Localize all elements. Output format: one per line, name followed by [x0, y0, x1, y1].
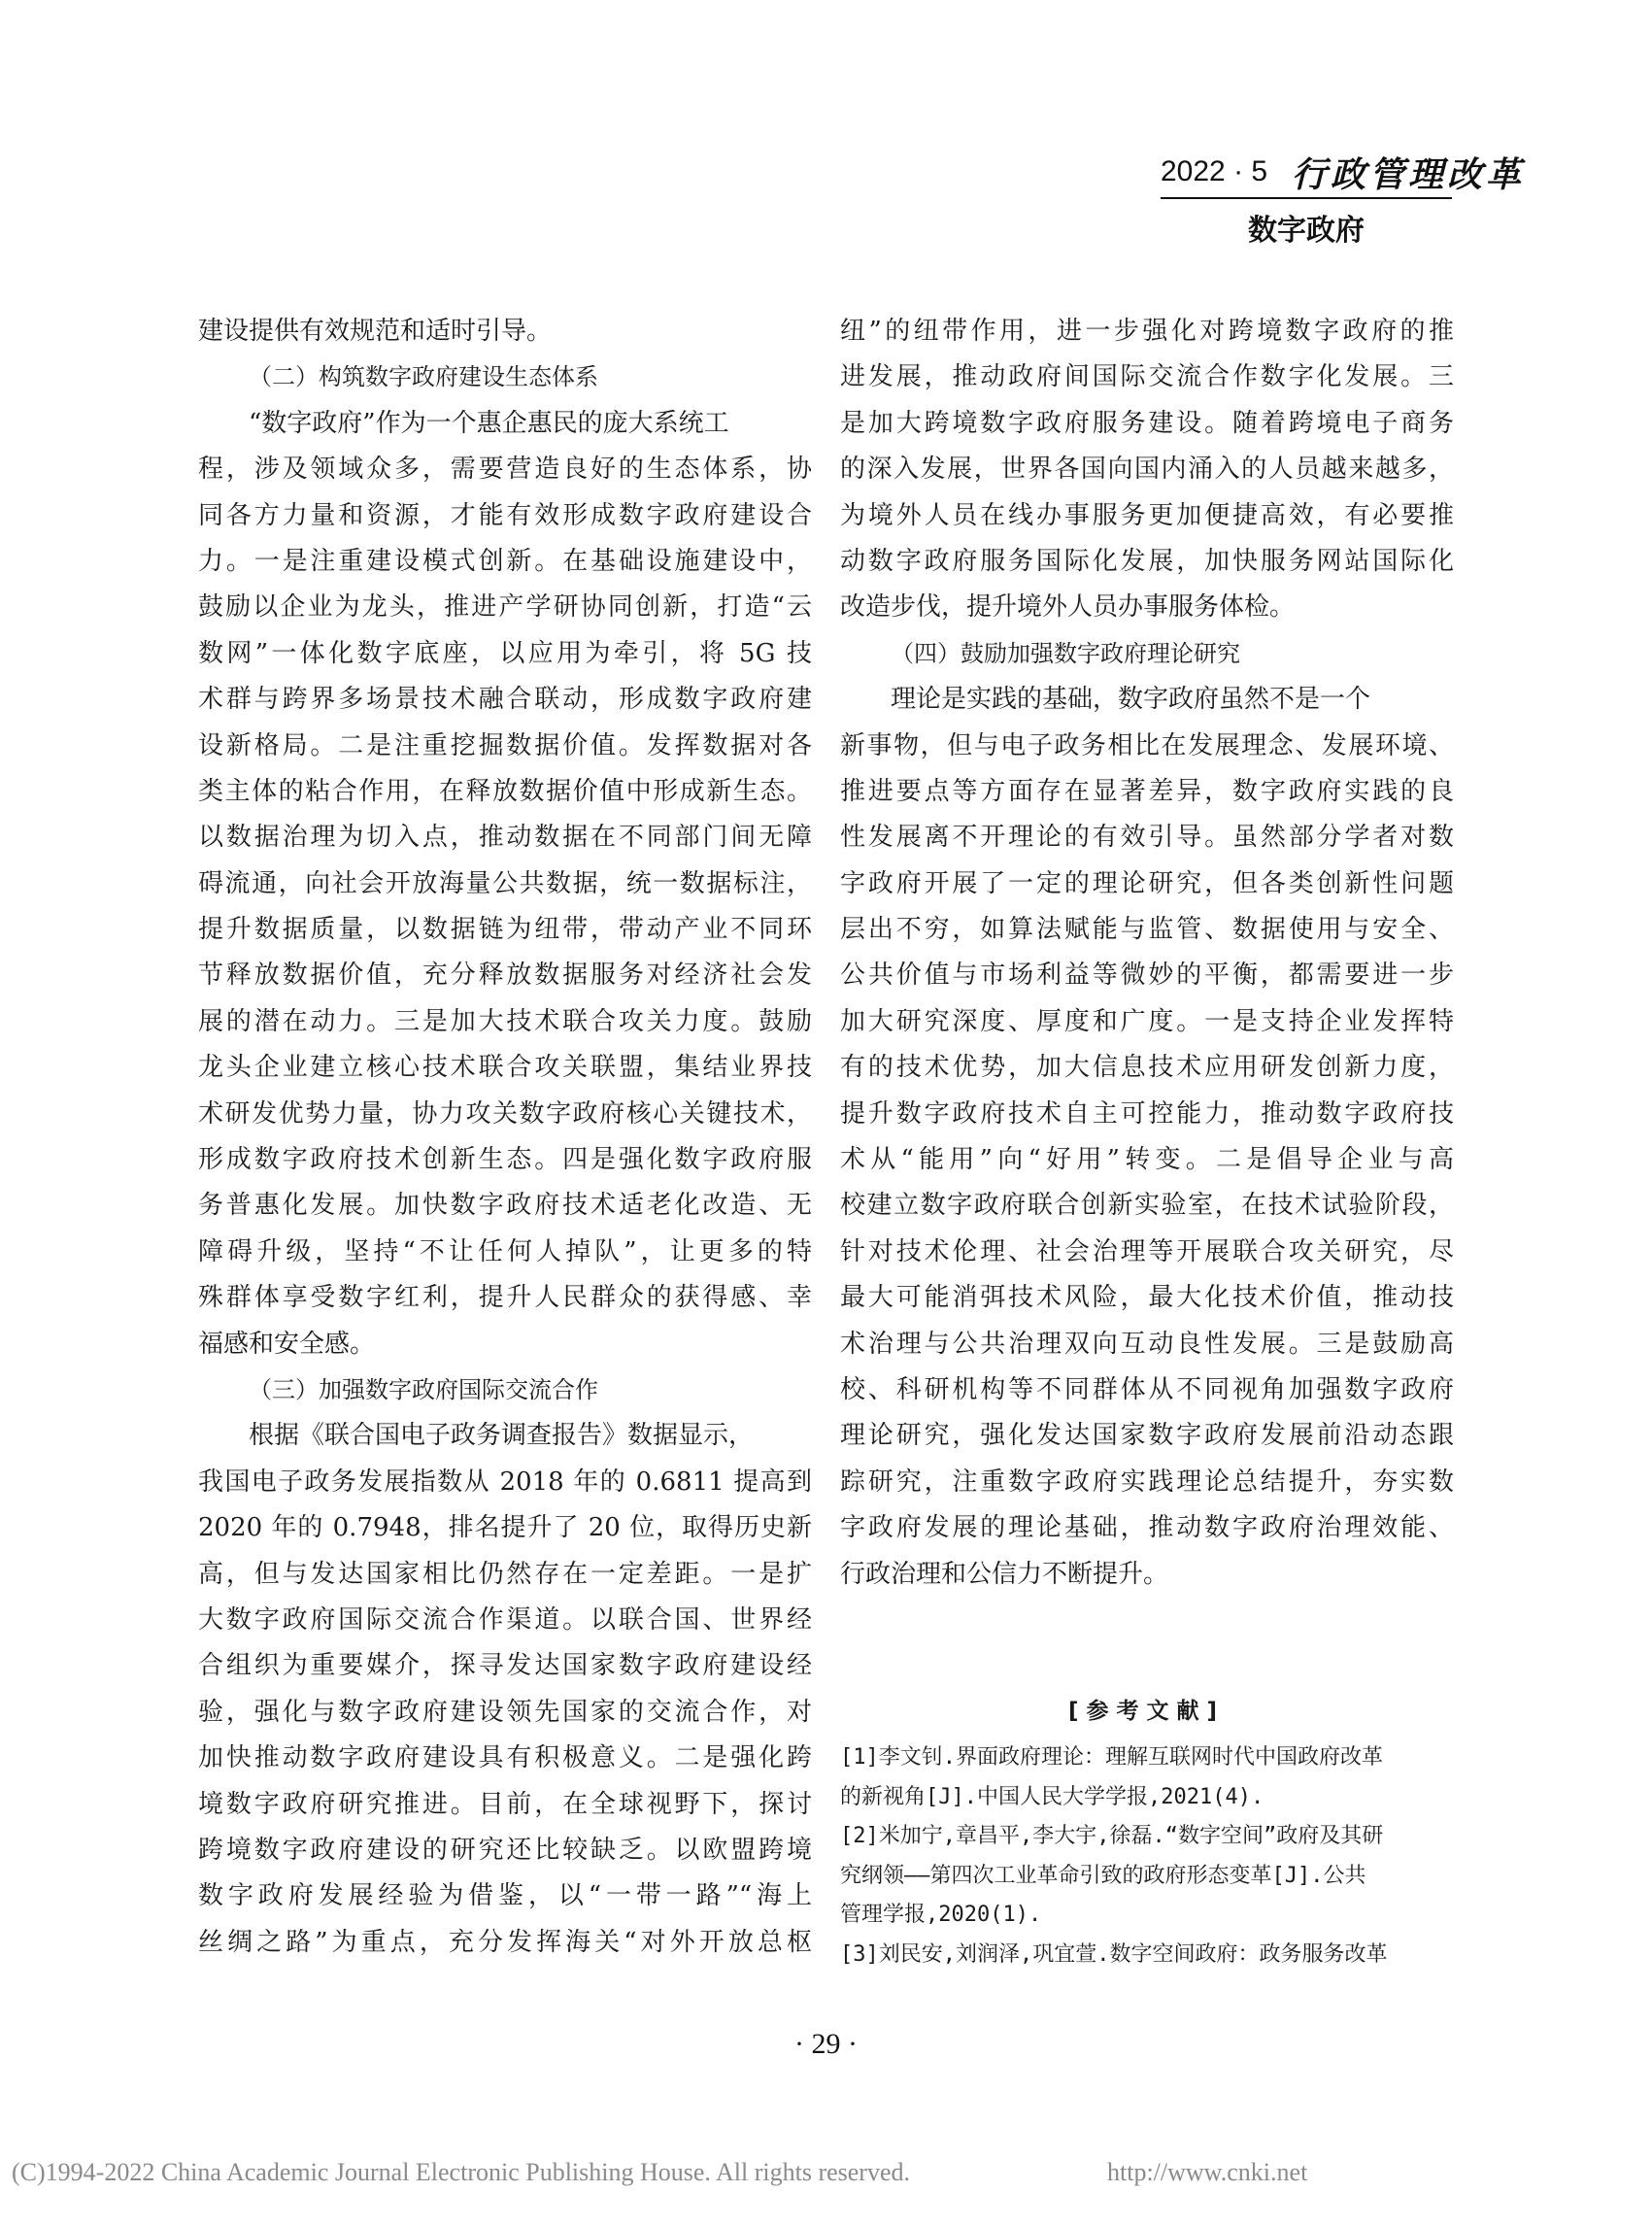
text-line: “数字政府”作为一个惠企惠民的庞大系统工	[249, 408, 729, 438]
footer-url: http://www.cnki.net	[1107, 2158, 1308, 2186]
text-line: 术治理与公共治理双向互动良性发展。三是鼓励高	[840, 1329, 1454, 1359]
text-line: 类主体的粘合作用，在释放数据价值中形成新生态。	[198, 776, 812, 806]
text-line: 数网”一体化数字底座，以应用为牵引，将 5G 技	[198, 638, 812, 668]
text-line: 术研发优势力量，协力攻关数字政府核心关键技术，	[198, 1098, 812, 1129]
text-line: 字政府发展的理论基础，推动数字政府治理效能、	[840, 1513, 1454, 1543]
reference-line: [2]米加宁,章昌平,李大宇,徐磊.“数字空间”政府及其研	[840, 1824, 1384, 1849]
text-line: 丝绸之路”为重点，充分发挥海关“对外开放总枢	[198, 1927, 812, 1957]
text-line: 层出不穷，如算法赋能与监管、数据使用与安全、	[840, 915, 1454, 945]
text-line: 术从“能用”向“好用”转变。二是倡导企业与高	[840, 1145, 1454, 1175]
text-line: 福感和安全感。	[198, 1329, 376, 1359]
text-line: 的深入发展，世界各国向国内涌入的人员越来越多，	[840, 455, 1454, 485]
header-rule	[1161, 197, 1452, 199]
reference-line: 的新视角[J].中国人民大学学报,2021(4).	[840, 1784, 1264, 1809]
text-line: 为境外人员在线办事服务更加便捷高效，有必要推	[840, 500, 1454, 530]
text-line: 推进要点等方面存在显著差异，数字政府实践的良	[840, 776, 1454, 806]
section-title: 数字政府	[1248, 214, 1365, 248]
text-line: 最大可能消弭技术风险，最大化技术价值，推动技	[840, 1283, 1454, 1313]
text-line: 提升数据质量，以数据链为纽带，带动产业不同环	[198, 915, 812, 945]
text-line: 术群与跨界多场景技术融合联动，形成数字政府建	[198, 685, 812, 715]
reference-line: 管理学报,2020(1).	[840, 1903, 1042, 1928]
section-heading: （三）加强数字政府国际交流合作	[249, 1375, 598, 1403]
text-line: 理论研究，强化发达国家数字政府发展前沿动态跟	[840, 1421, 1454, 1451]
text-line: 碍流通，向社会开放海量公共数据，统一数据标注，	[198, 868, 812, 898]
text-line: 验，强化与数字政府建设领先国家的交流合作，对	[198, 1697, 812, 1727]
text-line: 合组织为重要媒介，探寻发达国家数字政府建设经	[198, 1651, 812, 1681]
page-number: · 29 ·	[794, 2028, 858, 2060]
section-heading: （四）鼓励加强数字政府理论研究	[891, 639, 1240, 667]
text-line: 提升数字政府技术自主可控能力，推动数字政府技	[840, 1098, 1454, 1129]
text-line: 校建立数字政府联合创新实验室，在技术试验阶段，	[840, 1191, 1454, 1221]
left-column	[198, 309, 812, 1966]
text-line: 公共价值与市场利益等微妙的平衡，都需要进一步	[840, 961, 1454, 991]
issue-label: 2022 · 5	[1161, 155, 1268, 187]
reference-line: 究纲领——第四次工业革命引致的政府形态变革[J].公共	[840, 1863, 1366, 1888]
text-line: 改造步伐，提升境外人员办事服务体检。	[840, 592, 1296, 623]
text-line: 踪研究，注重数字政府实践理论总结提升，夯实数	[840, 1467, 1454, 1497]
text-line: 障碍升级，坚持“不让任何人掉队”，让更多的特	[198, 1236, 812, 1266]
text-line: 程，涉及领域众多，需要营造良好的生态体系，协	[198, 455, 812, 485]
text-line: 进发展，推动政府间国际交流合作数字化发展。三	[840, 362, 1454, 392]
reference-line: [3]刘民安,刘润泽,巩宜萱.数字空间政府：政务服务改革	[840, 1941, 1388, 1967]
text-line: 展的潜在动力。三是加大技术联合攻关力度。鼓励	[198, 1006, 812, 1036]
text-line: 有的技术优势，加大信息技术应用研发创新力度，	[840, 1053, 1454, 1083]
text-line: 数字政府发展经验为借鉴，以“一带一路”“海上	[198, 1881, 812, 1911]
text-line: 我国电子政务发展指数从 2018 年的 0.6811 提高到	[198, 1467, 812, 1497]
text-line: 纽”的纽带作用，进一步强化对跨境数字政府的推	[840, 317, 1454, 346]
text-line: 是加大跨境数字政府服务建设。随着跨境电子商务	[840, 408, 1454, 438]
text-line: 殊群体享受数字红利，提升人民群众的获得感、幸	[198, 1283, 812, 1313]
text-line: 加大研究深度、厚度和广度。一是支持企业发挥特	[840, 1006, 1454, 1036]
text-line: 性发展离不开理论的有效引导。虽然部分学者对数	[840, 823, 1454, 853]
text-line: 动数字政府服务国际化发展，加快服务网站国际化	[840, 546, 1454, 576]
text-line: 行政治理和公信力不断提升。	[840, 1559, 1169, 1589]
text-line: 设新格局。二是注重挖掘数据价值。发挥数据对各	[198, 730, 812, 760]
text-line: 跨境数字政府建设的研究还比较缺乏。以欧盟跨境	[198, 1835, 812, 1865]
text-line: 针对技术伦理、社会治理等开展联合攻关研究，尽	[840, 1236, 1454, 1266]
text-line: 建设提供有效规范和适时引导。	[198, 317, 553, 346]
text-line: 大数字政府国际交流合作渠道。以联合国、世界经	[198, 1604, 812, 1635]
references-list	[840, 1738, 1454, 1975]
journal-title: 行政管理改革	[1292, 154, 1526, 195]
text-line: 高，但与发达国家相比仍然存在一定差距。一是扩	[198, 1559, 812, 1589]
text-line: 2020 年的 0.7948，排名提升了 20 位，取得历史新	[198, 1513, 812, 1543]
reference-line: [1]李文钊.界面政府理论：理解互联网时代中国政府改革	[840, 1745, 1383, 1770]
copyright-notice: (C)1994-2022 China Academic Journal Electronic Publishing House. All rights reserved.	[12, 2158, 910, 2186]
text-line: 境数字政府研究推进。目前，在全球视野下，探讨	[198, 1789, 812, 1819]
section-heading: （二）构筑数字政府建设生态体系	[249, 363, 598, 391]
text-line: 字政府开展了一定的理论研究，但各类创新性问题	[840, 868, 1454, 898]
text-line: 同各方力量和资源，才能有效形成数字政府建设合	[198, 500, 812, 530]
text-line: 新事物，但与电子政务相比在发展理念、发展环境、	[840, 730, 1454, 760]
text-line: 鼓励以企业为龙头，推进产学研协同创新，打造“云	[198, 592, 812, 623]
right-column	[840, 309, 1454, 1598]
text-line: 校、科研机构等不同群体从不同视角加强数字政府	[840, 1374, 1454, 1404]
text-line: 形成数字政府技术创新生态。四是强化数字政府服	[198, 1145, 812, 1175]
text-line: 节释放数据价值，充分释放数据服务对经济社会发	[198, 961, 812, 991]
text-line: 龙头企业建立核心技术联合攻关联盟，集结业界技	[198, 1053, 812, 1083]
references-title: [参考文献]	[1068, 1699, 1226, 1724]
text-line: 加快推动数字政府建设具有积极意义。二是强化跨	[198, 1743, 812, 1773]
text-line: 理论是实践的基础，数字政府虽然不是一个	[891, 685, 1371, 715]
text-line: 力。一是注重建设模式创新。在基础设施建设中，	[198, 546, 812, 576]
text-line: 务普惠化发展。加快数字政府技术适老化改造、无	[198, 1191, 812, 1221]
text-line: 根据《联合国电子政务调查报告》数据显示，	[249, 1421, 755, 1451]
text-line: 以数据治理为切入点，推动数据在不同部门间无障	[198, 823, 812, 853]
